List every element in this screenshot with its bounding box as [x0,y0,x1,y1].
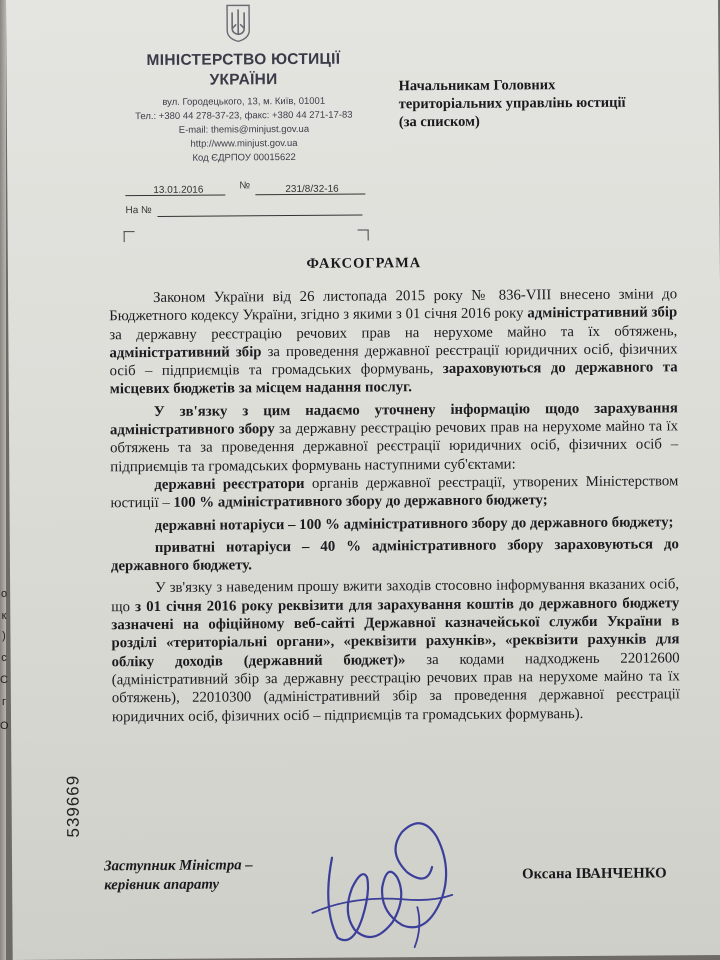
registration-date: 13.01.2016 [153,184,204,196]
edge-mark-1: о [0,588,8,600]
addressee-line2: територіальних управлінь юстиції [398,94,626,113]
signer-title-line1: Заступник Міністра – [103,857,253,875]
stamp-number: 539669 [63,774,83,838]
edrpou-code: Код ЄДРПОУ 00015622 [192,151,296,164]
reply-line [158,215,363,217]
reply-label: На № [125,204,152,217]
corner-mark-left [124,231,135,242]
handwritten-signature-icon [292,797,463,958]
paragraph-6: У зв'язку з наведеним прошу вжити заходів стосовно інформування вказаних осіб, що з 01 січня 2016 року реквізити для зарахування коштів до державного бюджету зазначені на офіційному веб-сайті Державної казначейської служби України в розділі «територіальні органи», «реквізити рахунків», «реквізити рахунків для обліку доходів (державний бюджет)» за кодами надходжень 22012600 (адміністративний збір за державну реєстрацію речових прав на нерухоме майно та їх обтяжень), 22010300 (адміністративний збір за проведення державної реєстрації юридичних осіб, фізичних осіб – підприємців та громадських формувань). [111,576,680,725]
addressee-block [399,75,719,131]
address: вул. Городецького, 13, м. Київ, 01001 [162,95,326,108]
registration-number: 231/8/32-16 [285,183,339,196]
registration-number-label: № [239,180,251,192]
phones: Тел.: +380 44 278-37-23, факс: +380 44 271-17-83 [135,109,353,123]
edge-mark-2: к [1,610,7,622]
ministry-name [118,49,368,91]
edge-mark-3: ) [2,630,6,642]
signer-title [104,856,304,895]
paragraph-3: державні реєстратори органів державної реєстрації, утворених Міністерством юстиції – 100 % адміністративного збору до державного бюджету; [110,473,679,512]
edge-mark-5: С [0,674,8,686]
addressee-line3: (за списком) [398,113,480,131]
signer-title-line2: керівник апарату [104,876,220,894]
website: http://www.minjust.gov.ua [190,137,298,150]
paragraph-5: приватні нотаріуси – 40 % адміністративного збору зараховуються до державного бюджету. [110,536,679,575]
paragraph-1: Законом України від 26 листопада 2015 року № 836-VIII внесено зміни до Бюджетного кодексу України, згідно з якими з 01 січня 2016 року адміністративний збір за державну реєстрацію речових прав на нерухоме майно та їх обтяжень, адміністративний збір за проведення державної реєстрації юридичних осіб, фізичних осіб – підприємців та громадських формувань, зараховуються до державного та місцевих бюджетів за місцем надання послуг. [109,286,678,398]
paragraph-2: У зв'язку з цим надаємо уточнену інформацію щодо зарахування адміністративного збору за державну реєстрацію речових прав на нерухоме майно та їх обтяжень та за проведення державної реєстрації юридичних осіб, фізичних осіб – підприємців та громадських формувань наступними суб'єктами: [109,400,679,475]
ministry-name-line1: МІНІСТЕРСТВО ЮСТИЦІЇ [146,50,341,70]
corner-mark-right [358,229,369,240]
paragraph-4: державні нотаріуси – 100 % адміністративного збору до державного бюджету; [154,513,674,534]
document-body [109,285,680,726]
document-sheet [6,0,720,960]
signer-name: Оксана ІВАНЧЕНКО [522,865,667,883]
contact-block [119,94,369,166]
edge-mark-4: с [1,652,7,664]
ministry-name-line2: УКРАЇНИ [209,71,278,89]
edge-mark-7: О [0,720,9,732]
edge-mark-6: г [1,696,6,708]
email: E-mail: themis@minjust.gov.ua [178,123,310,136]
page-edge [0,0,9,960]
document-title: ФАКСОГРАМА [306,255,422,272]
addressee-line1: Начальникам Головних [398,77,556,95]
trident-emblem-icon [224,2,252,42]
